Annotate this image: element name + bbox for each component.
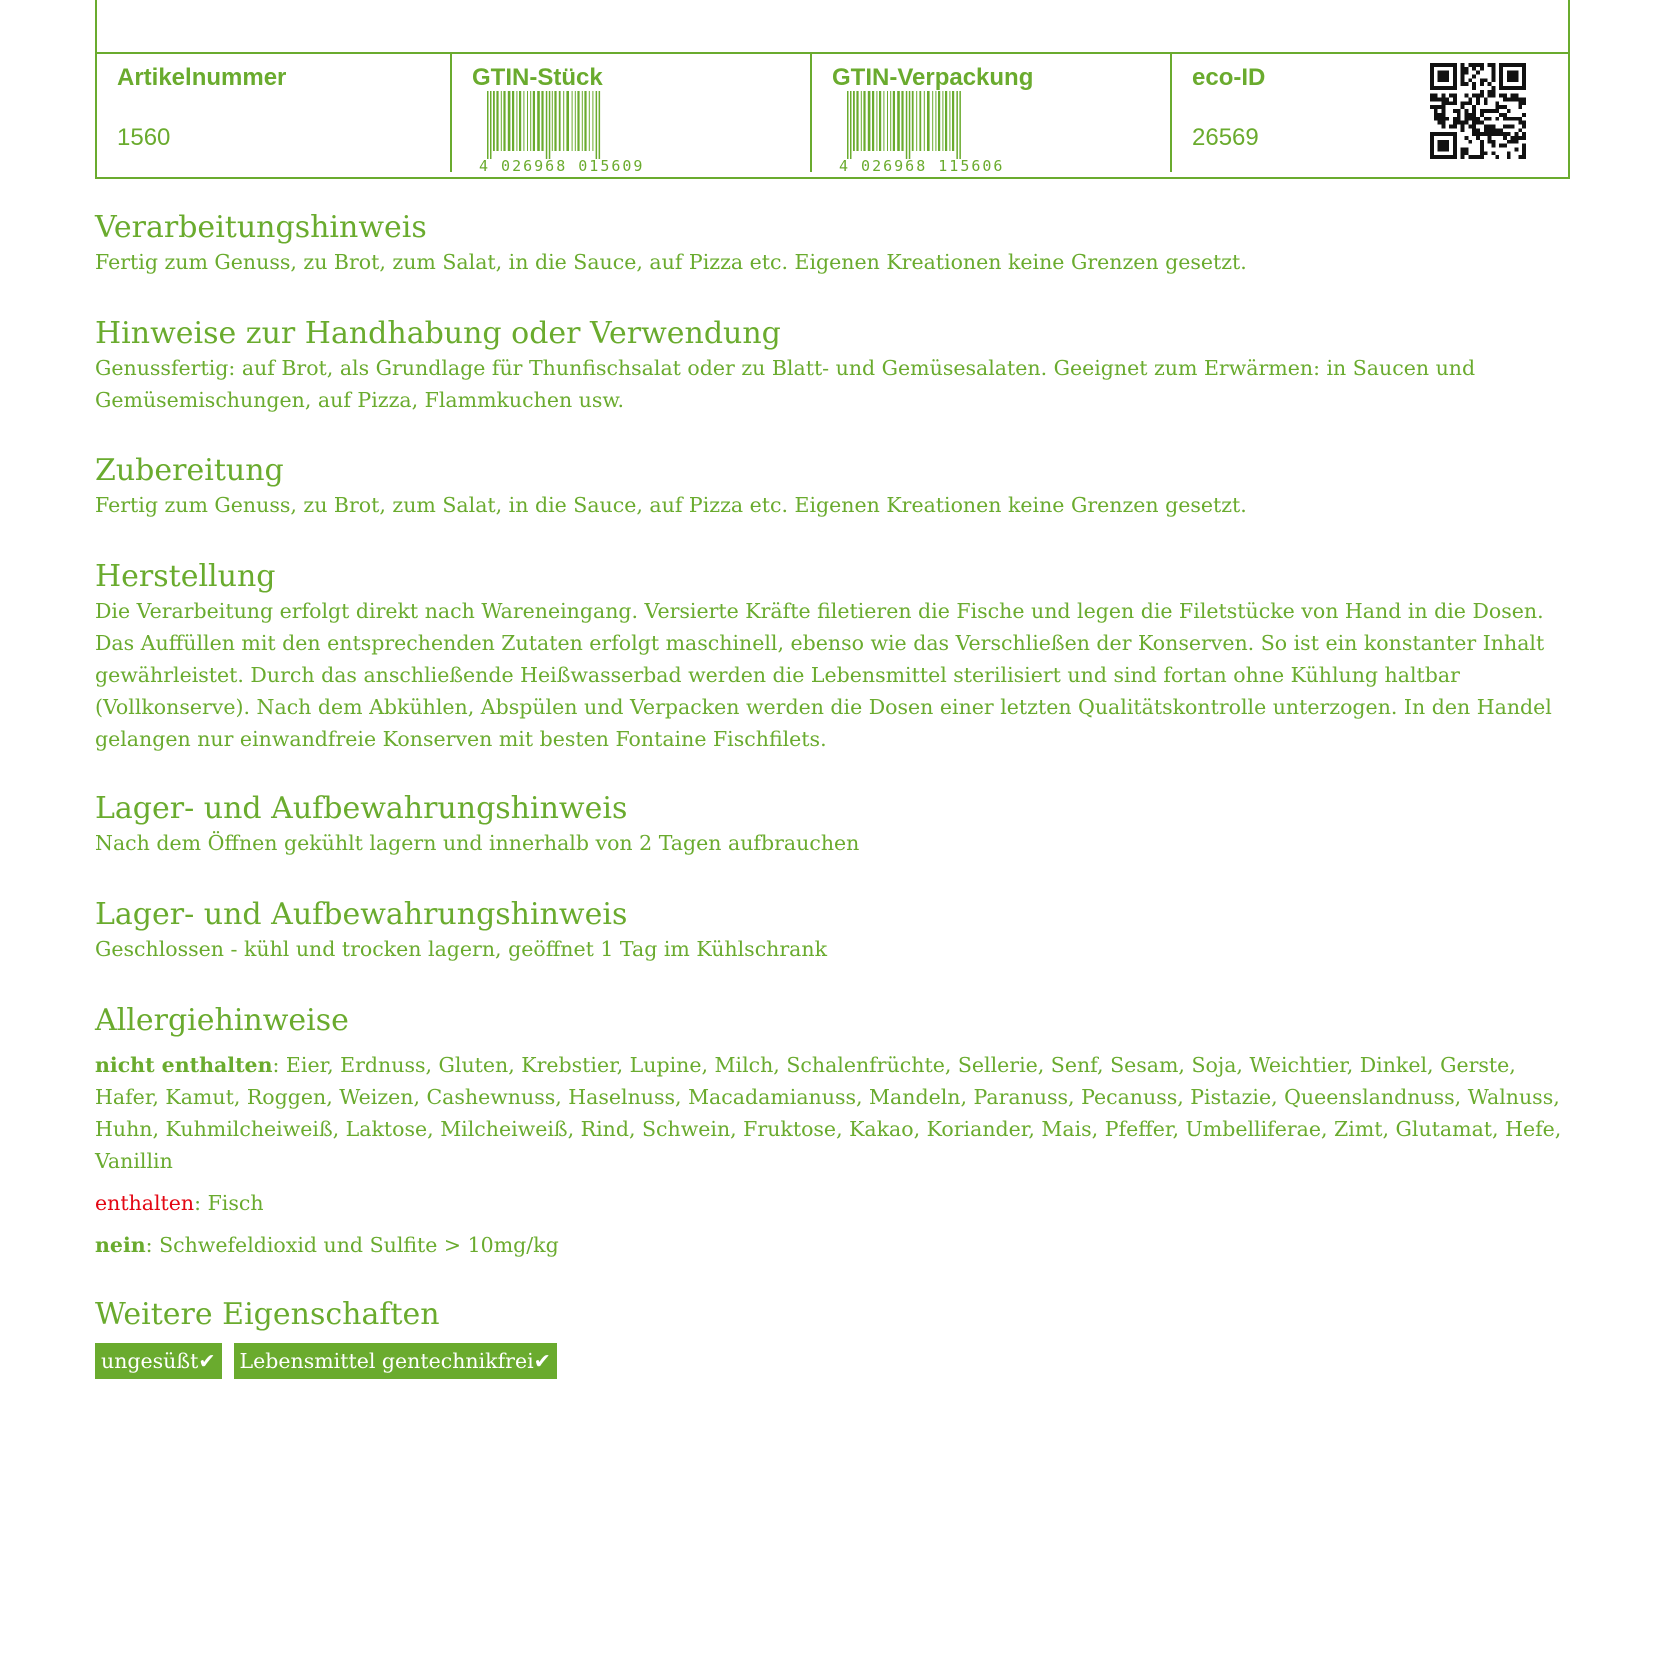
gtin-piece-cell	[452, 54, 812, 174]
barcode-bar	[530, 91, 531, 151]
barcode-bar	[519, 91, 521, 151]
barcode-bar	[906, 91, 908, 159]
section-text: Nach dem Öffnen gekühlt lagern und innerhalb von 2 Tagen aufbrauchen	[95, 831, 860, 855]
barcode-bar	[592, 91, 593, 151]
no-list: : Schwefeldioxid und Sulfite > 10mg/kg	[145, 1233, 559, 1257]
barcode-bar	[596, 91, 598, 159]
barcode-bar	[559, 91, 561, 151]
barcode-bar	[516, 91, 517, 151]
barcode-bar	[876, 91, 877, 151]
article-number-cell	[97, 54, 455, 174]
barcode-bar	[872, 91, 874, 151]
barcode-bar	[577, 91, 579, 151]
allergens-contained	[95, 1187, 1575, 1219]
tag-gmo-free: Lebensmittel gentechnikfrei✔	[234, 1343, 557, 1379]
section-title: Herstellung	[95, 559, 276, 594]
contained-list: : Fisch	[194, 1191, 264, 1215]
barcode-bar	[897, 91, 900, 151]
section-lager-1	[95, 791, 1575, 859]
barcode-bar	[861, 91, 862, 151]
section-title: Lager- und Aufbewahrungshinweis	[95, 897, 628, 932]
barcode-bar	[883, 91, 884, 151]
barcode-bar	[572, 91, 573, 151]
gtin-piece-label: GTIN-Stück	[472, 64, 603, 91]
barcode-bar	[959, 91, 961, 159]
barcode-bar	[493, 91, 495, 151]
section-title: Hinweise zur Handhabung oder Verwendung	[95, 316, 781, 351]
gtin-piece-digits: 4 026968 015609	[479, 157, 645, 175]
barcode-bar	[856, 91, 858, 151]
qr-code-icon[interactable]	[1430, 63, 1526, 159]
gtin-pack-cell	[812, 54, 1172, 174]
barcode-bar	[549, 91, 551, 159]
barcode-bar	[912, 91, 914, 151]
section-herstellung	[95, 559, 1575, 755]
not-contained-list: : Eier, Erdnuss, Gluten, Krebstier, Lupine, Milch, Schalenfrüchte, Sellerie, Senf, Sesam, Soja, Weichtier, Dinkel, Gerste, Hafer, Kamut, Roggen, Weizen, Cashewnuss, Haselnuss, Macadamianuss, Mandeln, Paranuss, Pecanuss, Pistazie, Queenslandnuss, Walnuss, Huhn, Kuhmilcheiweiß, Laktose, Milcheiweiß, Rind, Schwein, Fruktose, Kakao, Koriander, Mais, Pfeffer, Umbelliferae, Zimt, Glutamat, Hefe, Vanillin	[95, 1053, 1562, 1173]
barcode-bar	[901, 91, 903, 151]
section-weitere	[95, 1297, 1575, 1333]
barcode-bar	[847, 91, 849, 159]
barcode-icon	[839, 91, 1019, 175]
section-lager-2	[95, 897, 1575, 965]
barcode-bar	[932, 91, 933, 151]
barcode-bar	[853, 91, 855, 151]
barcode-bar	[582, 91, 583, 151]
barcode-bar	[537, 91, 540, 151]
gtin-pack-digits: 4 026968 115606	[839, 157, 1005, 175]
section-text: Die Verarbeitung erfolgt direkt nach Wareneingang. Versierte Kräfte filetieren die Fische und legen die Filetstücke von Hand in die Dosen. Das Auffüllen mit den entsprechenden Zutaten erfolgt maschinell, ebenso wie das Verschließen der Konserven. So ist ein konstanter Inhalt gewährleistet. Durch das anschließende Heißwasserbad werden die Lebensmittel sterilisiert und sind fortan ohne Kühlung haltbar (Vollkonserve). Nach dem Abkühlen, Abspülen und Verpacken werden die Dosen einer letzten Qualitätskontrolle unterzogen. In den Handel gelangen nur einwandfreie Konserven mit besten Fontaine Fischfilets.	[95, 599, 1552, 751]
eco-id-value: 26569	[1192, 124, 1259, 151]
barcode-bar	[879, 91, 881, 151]
section-verarbeitung	[95, 210, 1575, 278]
section-zubereitung	[95, 453, 1575, 521]
not-contained-label: nicht enthalten	[95, 1053, 273, 1077]
barcode-bar	[942, 91, 943, 151]
barcode-bar	[868, 91, 871, 151]
barcode-bar	[503, 91, 505, 151]
article-number-value: 1560	[117, 124, 171, 151]
barcode-bar	[575, 91, 576, 151]
barcode-bar	[938, 91, 940, 151]
barcode-bar	[890, 91, 891, 151]
barcode-bar	[599, 91, 601, 159]
barcode-bar	[916, 91, 917, 151]
section-text: Genussfertig: auf Brot, als Grundlage für Thunfischsalat oder zu Blatt- und Gemüsesalaten. Geeignet zum Erwärmen: in Saucen und Gemüsemischungen, auf Pizza, Flammkuchen usw.	[95, 356, 1476, 412]
gtin-pack-label: GTIN-Verpackung	[832, 64, 1034, 91]
barcode-bar	[563, 91, 564, 151]
barcode-bar	[533, 91, 535, 151]
barcode-bar	[919, 91, 921, 151]
section-text: Geschlossen - kühl und trocken lagern, geöffnet 1 Tag im Kühlschrank	[95, 937, 828, 961]
barcode-bar	[952, 91, 954, 151]
barcode-bar	[945, 91, 947, 151]
barcode-bar	[893, 91, 895, 151]
barcode-bar	[935, 91, 936, 151]
barcode-bar	[541, 91, 543, 151]
tag-unsweetened: ungesüßt✔	[95, 1343, 222, 1379]
barcode-bar	[487, 91, 489, 159]
barcode-bar	[566, 91, 569, 151]
barcode-bar	[949, 91, 950, 151]
barcode-bar	[501, 91, 502, 151]
barcode-bar	[552, 91, 553, 151]
barcode-bar	[496, 91, 498, 151]
property-tags	[95, 1343, 569, 1379]
section-handhabung	[95, 316, 1575, 416]
section-title: Lager- und Aufbewahrungshinweis	[95, 791, 628, 826]
section-allergie	[95, 1003, 1575, 1261]
article-number-label: Artikelnummer	[117, 64, 287, 91]
section-title: Weitere Eigenschaften	[95, 1297, 440, 1332]
barcode-bar	[512, 91, 514, 151]
allergens-no	[95, 1229, 1575, 1261]
barcode-bar	[909, 91, 911, 159]
barcode-bar	[887, 91, 888, 151]
section-title: Verarbeitungshinweis	[95, 210, 427, 245]
barcode-bar	[527, 91, 528, 151]
eco-id-label: eco-ID	[1192, 64, 1266, 91]
barcode-bar	[863, 91, 865, 151]
section-title: Zubereitung	[95, 453, 284, 488]
allergens-not-contained	[95, 1049, 1575, 1177]
barcode-bar	[956, 91, 958, 159]
contained-label: enthalten	[95, 1191, 195, 1215]
barcode-bar	[554, 91, 556, 151]
no-label: nein	[95, 1233, 146, 1257]
barcode-bar	[927, 91, 930, 151]
section-text: Fertig zum Genuss, zu Brot, zum Salat, in die Sauce, auf Pizza etc. Eigenen Kreationen keine Grenzen gesetzt.	[95, 250, 1247, 274]
barcode-bar	[584, 91, 586, 151]
product-id-table	[95, 0, 1570, 179]
barcode-bar	[850, 91, 852, 159]
barcode-bar	[508, 91, 511, 151]
barcode-bar	[589, 91, 590, 151]
section-text: Fertig zum Genuss, zu Brot, zum Salat, in die Sauce, auf Pizza etc. Eigenen Kreationen keine Grenzen gesetzt.	[95, 493, 1247, 517]
barcode-bar	[546, 91, 548, 159]
barcode-bar	[523, 91, 524, 151]
barcode-bar	[490, 91, 492, 159]
section-title: Allergiehinweise	[95, 1003, 349, 1038]
barcode-bar	[924, 91, 925, 151]
barcode-icon	[479, 91, 659, 175]
